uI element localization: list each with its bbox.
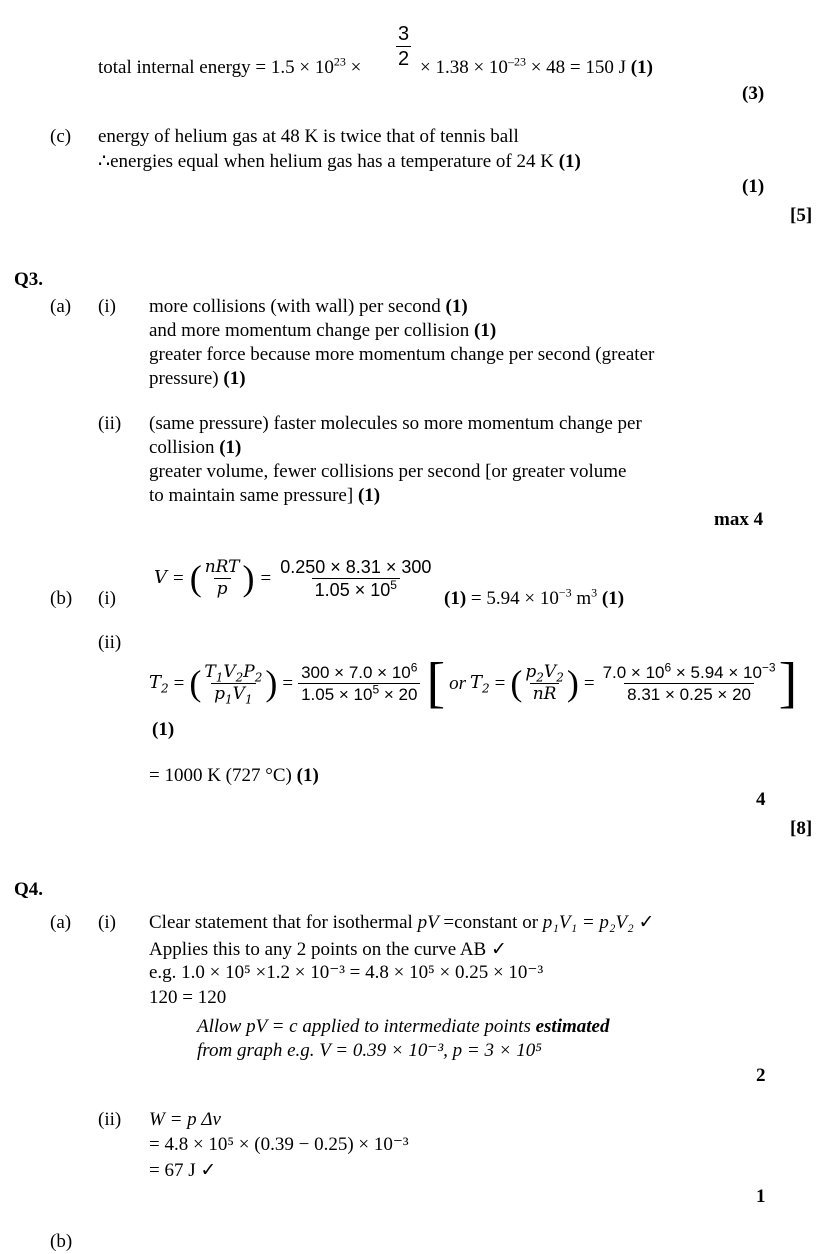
q3-bii-T: T	[149, 672, 162, 693]
q2-c-line1: energy of helium gas at 48 K is twice that of tennis ball	[98, 126, 519, 147]
q2-b-energy-line	[98, 54, 362, 78]
q4-ai-eq: p₁V₁ = p₂V₂	[542, 912, 634, 933]
q3-bii-result	[149, 766, 319, 785]
q3-bi-eq2: =	[260, 567, 272, 589]
tick-icon: ✓	[490, 939, 507, 960]
q3-bii-frac2-den	[298, 683, 420, 703]
q3-bii-rparen2: )	[566, 663, 579, 703]
q2-total: [5]	[790, 205, 813, 226]
q4-ai-total: 2	[756, 1065, 766, 1086]
q3-bi-equation	[154, 548, 434, 608]
q3-bii-frac4-den: 8.31 × 0.25 × 20	[624, 683, 754, 703]
q3-a-label: (a)	[50, 296, 72, 317]
tick-icon: ✓	[638, 912, 655, 933]
q3-aii-line2-text: collision	[149, 437, 215, 458]
q3-bi-V: V	[154, 567, 167, 588]
q3-aii-mark1: (1)	[219, 437, 242, 458]
q3-bii-frac2-num	[298, 659, 420, 683]
q3-aii-line4-text: to maintain same pressure]	[149, 485, 354, 506]
q3-aii-mark2: (1)	[357, 485, 381, 506]
q3-bii-lparen1: (	[189, 663, 202, 703]
q3-aii-label: (ii)	[98, 413, 122, 434]
q3-ai-mark2: (1)	[474, 320, 497, 341]
q3-bi-result-exp: −3	[558, 585, 572, 600]
q3-ai-mark1: (1)	[445, 296, 468, 317]
q3-bi-unit-exp: 3	[591, 585, 598, 600]
q4-a-label: (a)	[50, 912, 72, 933]
q3-bii-mark1: (1)	[152, 719, 175, 740]
q3-bi-frac-nrt	[202, 556, 243, 599]
q3-ai-line1-text: more collisions (with wall) per second	[149, 296, 441, 317]
q3-bii-frac3	[522, 661, 566, 704]
q3-bii-num4-exp: 6	[664, 659, 672, 674]
q3-bi-lparen: (	[189, 558, 202, 598]
q3-aii-line2	[149, 438, 241, 457]
q3-bii-num4: 7.0 × 10	[602, 662, 665, 682]
q2-b-fraction	[396, 24, 411, 69]
q3-ai-line3: greater force because more momentum change per second (greater	[149, 344, 655, 365]
q3-bii-frac2	[298, 659, 420, 704]
q3-bi-result-text: = 5.94 × 10	[466, 588, 559, 609]
q4-aii-label: (ii)	[98, 1109, 122, 1130]
q4-ai-note1-bold: estimated	[535, 1016, 610, 1037]
q3-ai-line2-text: and more momentum change per collision	[149, 320, 470, 341]
q2-b-mark: (1)	[630, 57, 653, 78]
q3-bii-num2: 300 × 7.0 × 10	[301, 662, 411, 682]
q2-c-line2-text: ∴energies equal when helium gas has a temperature of 24 K	[98, 151, 554, 172]
q2-b-energy-line-end	[420, 54, 653, 78]
q4-ai-line1-text: Clear statement that for isothermal	[149, 912, 418, 933]
q2-b-after: × 1.38 × 10	[420, 57, 508, 78]
q3-bi-nrt: nRT	[204, 556, 240, 577]
q4-ai-note1	[197, 1017, 610, 1036]
q4-ai-note2: from graph e.g. V = 0.39 × 10⁻³, p = 3 × 10⁵	[197, 1040, 542, 1061]
q3-aii-line1: (same pressure) faster molecules so more momentum change per	[149, 413, 642, 434]
q2-c-mark: (1)	[558, 151, 581, 172]
q4-ai-line2	[149, 940, 507, 959]
q4-ai-label: (i)	[98, 912, 116, 933]
q2-b-total: (3)	[742, 83, 765, 104]
q3-bi-mark1: (1)	[444, 588, 467, 609]
q2-b-frac-num: 3	[398, 23, 410, 45]
q3-bii-frac1-den: $p_1V_1$	[211, 683, 255, 703]
q3-bii-mark2: (1)	[296, 765, 319, 786]
q2-b-times: ×	[345, 57, 362, 78]
q2-b-exp2: –23	[507, 54, 526, 69]
q3-bii-num4-mid: × 5.94 × 10	[671, 662, 762, 682]
q3-bii-num4-exp2: −3	[761, 659, 776, 674]
q3-b-label: (b)	[50, 588, 73, 609]
q3-bi-den	[312, 578, 400, 599]
tick-icon: ✓	[200, 1160, 217, 1181]
q4-aii-line1: W = p Δv	[149, 1109, 221, 1130]
q4-ai-line1-mid: =constant or	[438, 912, 543, 933]
q4-ai-line4: 120 = 120	[149, 987, 227, 1008]
q3-bii-or: or	[449, 672, 467, 694]
q4-ai-line3: e.g. 1.0 × 10⁵ ×1.2 × 10⁻³ = 4.8 × 10⁵ × 0.25 × 10⁻³	[149, 962, 544, 983]
q3-bii-eq2: =	[282, 672, 294, 694]
q3-a-total: max 4	[714, 509, 764, 530]
q3-bii-lbracket: [	[426, 651, 446, 714]
q3-bii-result-text: = 1000 K (727 °C)	[149, 765, 292, 786]
q3-bii-T2: $T_2$	[149, 672, 169, 696]
q4-aii-line3-text: = 67 J	[149, 1160, 196, 1181]
q3-bi-den-base: 1.05 × 10	[314, 579, 391, 600]
q3-bi-result-unit: m	[571, 588, 592, 609]
q3-bii-eq4: =	[583, 672, 595, 694]
q3-bii-T2-alt: $T_2$	[470, 672, 490, 696]
q3-bii-rbracket: ]	[778, 651, 798, 714]
q2-c-line2	[98, 152, 581, 171]
q3-ai-line4-text: pressure)	[149, 368, 219, 389]
q3-bii-den2-exp: 5	[372, 681, 380, 696]
q3-bi-label: (i)	[98, 588, 116, 609]
q4-aii-line3	[149, 1161, 216, 1180]
q3-bii-rparen1: )	[265, 663, 278, 703]
q4-ai-line2-text: Applies this to any 2 points on the curve AB	[149, 939, 487, 960]
q3-bii-num2-exp: 6	[410, 659, 418, 674]
q2-b-exp1: 23	[333, 54, 346, 69]
q4-ai-pV: pV	[417, 912, 439, 933]
q3-bii-frac4	[600, 659, 779, 704]
q3-bi-result	[444, 585, 625, 609]
q4-ai-line1	[149, 913, 654, 932]
q3-ai-line1	[149, 297, 468, 316]
q3-bii-frac3-num: $p_2V_2$	[525, 661, 564, 684]
q3-bi-num: 0.250 × 8.31 × 300	[280, 556, 432, 577]
q3-total: [8]	[790, 818, 813, 839]
q3-aii-line3: greater volume, fewer collisions per second [or greater volume	[149, 461, 627, 482]
q2-b-frac-den: 2	[398, 48, 410, 70]
q3-bii-frac1-num: $T_1V_2P_2$	[204, 661, 263, 684]
q4-heading: Q4.	[14, 879, 44, 900]
q3-ai-label: (i)	[98, 296, 116, 317]
q2-c-label: (c)	[50, 126, 72, 147]
q3-bii-frac4-num	[600, 659, 779, 683]
q3-bii-frac3-den: nR	[530, 683, 560, 703]
q3-bi-rparen: )	[242, 558, 255, 598]
q4-ai-note1-text: Allow pV = c applied to intermediate points	[197, 1016, 536, 1037]
q3-heading: Q3.	[14, 269, 44, 290]
q3-bii-eq1: =	[173, 672, 185, 694]
q4-aii-total: 1	[756, 1186, 766, 1207]
q3-bii-lparen2: (	[510, 663, 523, 703]
q3-b-total: 4	[756, 789, 766, 810]
q4-aii-line2: = 4.8 × 10⁵ × (0.39 − 0.25) × 10⁻³	[149, 1134, 409, 1155]
q3-ai-mark3: (1)	[223, 368, 246, 389]
q3-bi-den-exp: 5	[390, 577, 397, 592]
q3-ai-line4	[149, 369, 246, 388]
q3-ai-line2	[149, 321, 496, 340]
q3-bii-den2-end: × 20	[379, 684, 418, 704]
q2-b-end: × 48 = 150 J	[525, 57, 627, 78]
q2-b-text: total internal energy = 1.5 × 10	[98, 57, 334, 78]
q3-aii-line4	[149, 486, 380, 505]
q3-bi-frac-values	[277, 558, 434, 599]
q3-bii-frac1	[201, 661, 265, 706]
q2-c-total: (1)	[742, 176, 765, 197]
q3-bii-den2: 1.05 × 10	[301, 684, 373, 704]
q3-bi-eq1: =	[173, 567, 184, 589]
q3-bii-equation	[149, 650, 797, 716]
q3-bi-mark2: (1)	[601, 588, 625, 609]
q4-b-label: (b)	[50, 1231, 73, 1252]
q3-bii-eq3: =	[494, 672, 506, 694]
q3-bi-p: p	[214, 578, 231, 598]
q3-bii-label: (ii)	[98, 632, 122, 653]
